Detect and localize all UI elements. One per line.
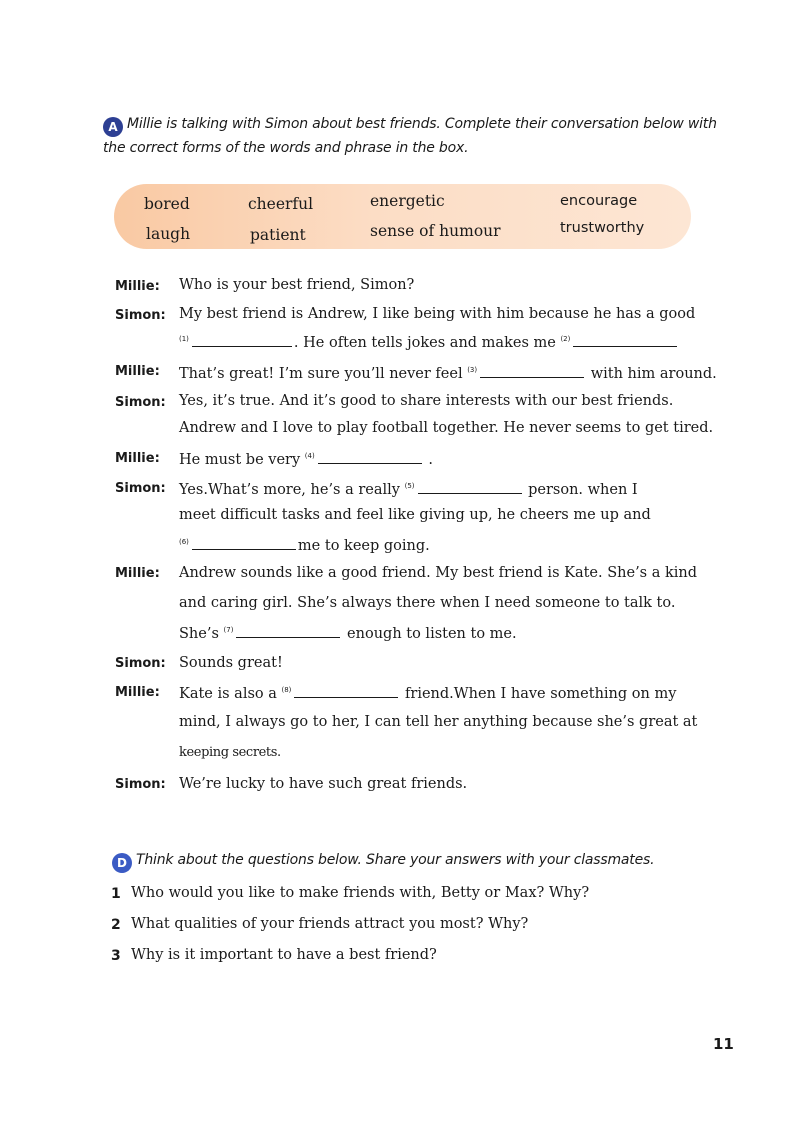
speaker-simon: Simon:	[115, 308, 166, 323]
word-sense-of-humour: sense of humour	[370, 222, 501, 240]
section-d-badge: D	[112, 853, 132, 873]
dialogue-line: He must be very $^{(4)}$ .	[179, 449, 433, 468]
dialogue-line: Kate is also a $^{(8)}$ friend.When I have something on my	[179, 683, 676, 702]
dialogue-line: Andrew and I love to play football together. He never seems to get tired.	[179, 420, 714, 436]
word-cheerful: cheerful	[248, 195, 314, 213]
word-bored: bored	[144, 195, 190, 213]
dialogue-line: She’s $^{(7)}$ enough to listen to me.	[179, 623, 517, 642]
dialogue-line: Andrew sounds like a good friend. My best friend is Kate. She’s a kind	[179, 565, 698, 581]
question-text: What qualities of your friends attract you most? Why?	[131, 916, 529, 932]
speaker-millie: Millie:	[115, 279, 160, 294]
word-trustworthy: trustworthy	[560, 220, 645, 236]
answer-blank-7[interactable]	[236, 623, 340, 638]
section-a-instruction: Millie is talking with Simon about best friends. Complete their conversation below with the correct forms of the words and phrase in the box.	[103, 116, 717, 156]
speaker-millie: Millie:	[115, 364, 160, 379]
dialogue-line: and caring girl. She’s always there when I need someone to talk to.	[179, 595, 676, 611]
question-text: Why is it important to have a best friend?	[131, 947, 437, 963]
section-d-heading	[112, 849, 654, 873]
speaker-simon: Simon:	[115, 481, 166, 496]
dialogue-line: My best friend is Andrew, I like being with him because he has a good	[179, 306, 696, 322]
dialogue-line: Yes.What’s more, he’s a really $^{(5)}$ person. when I	[179, 479, 638, 498]
question-number: 3	[111, 948, 121, 964]
question-number: 1	[111, 886, 121, 902]
word-box	[114, 184, 691, 249]
speaker-simon: Simon:	[115, 777, 166, 792]
dialogue-line: That’s great! I’m sure you’ll never feel $^{(3)}$ with him around.	[179, 363, 717, 382]
dialogue-line: Who is your best friend, Simon?	[179, 277, 415, 293]
answer-blank-1[interactable]	[192, 332, 292, 347]
answer-blank-5[interactable]	[418, 479, 522, 494]
question-number: 2	[111, 917, 121, 933]
section-a-badge: A	[103, 117, 123, 137]
section-a-heading	[103, 113, 723, 160]
answer-blank-2[interactable]	[573, 332, 677, 347]
answer-blank-3[interactable]	[480, 363, 584, 378]
dialogue-line: keeping secrets.	[179, 745, 281, 760]
dialogue-line: mind, I always go to her, I can tell her anything because she’s great at	[179, 714, 698, 730]
blank-number: (6)	[179, 538, 189, 546]
word-laugh: laugh	[146, 225, 191, 243]
blank-number: (3)	[467, 366, 478, 374]
answer-blank-8[interactable]	[294, 683, 398, 698]
blank-number: (1)	[179, 335, 189, 343]
answer-blank-6[interactable]	[192, 535, 296, 550]
dialogue-line: meet difficult tasks and feel like giving up, he cheers me up and	[179, 507, 651, 523]
word-patient: patient	[250, 226, 306, 244]
dialogue-line: Yes, it’s true. And it’s good to share interests with our best friends.	[179, 393, 674, 409]
answer-blank-4[interactable]	[318, 449, 422, 464]
blank-number: (7)	[223, 626, 234, 634]
dialogue-line: $^{(1)}$ . He often tells jokes and makes me $^{(2)}$	[179, 332, 679, 351]
page-number: 11	[713, 1035, 734, 1053]
speaker-simon: Simon:	[115, 395, 166, 410]
speaker-simon: Simon:	[115, 656, 166, 671]
section-d-instruction: Think about the questions below. Share your answers with your classmates.	[136, 852, 655, 868]
speaker-millie: Millie:	[115, 685, 160, 700]
blank-number: (4)	[304, 452, 315, 460]
speaker-millie: Millie:	[115, 566, 160, 581]
blank-number: (5)	[404, 482, 415, 490]
blank-number: (8)	[281, 686, 292, 694]
blank-number: (2)	[560, 335, 571, 343]
speaker-millie: Millie:	[115, 451, 160, 466]
word-encourage: encourage	[560, 193, 638, 209]
dialogue-line: We’re lucky to have such great friends.	[179, 776, 468, 792]
dialogue-line: $^{(6)}$ me to keep going.	[179, 535, 430, 554]
dialogue-line: Sounds great!	[179, 655, 283, 671]
question-text: Who would you like to make friends with, Betty or Max? Why?	[131, 885, 590, 901]
word-energetic: energetic	[370, 192, 445, 210]
